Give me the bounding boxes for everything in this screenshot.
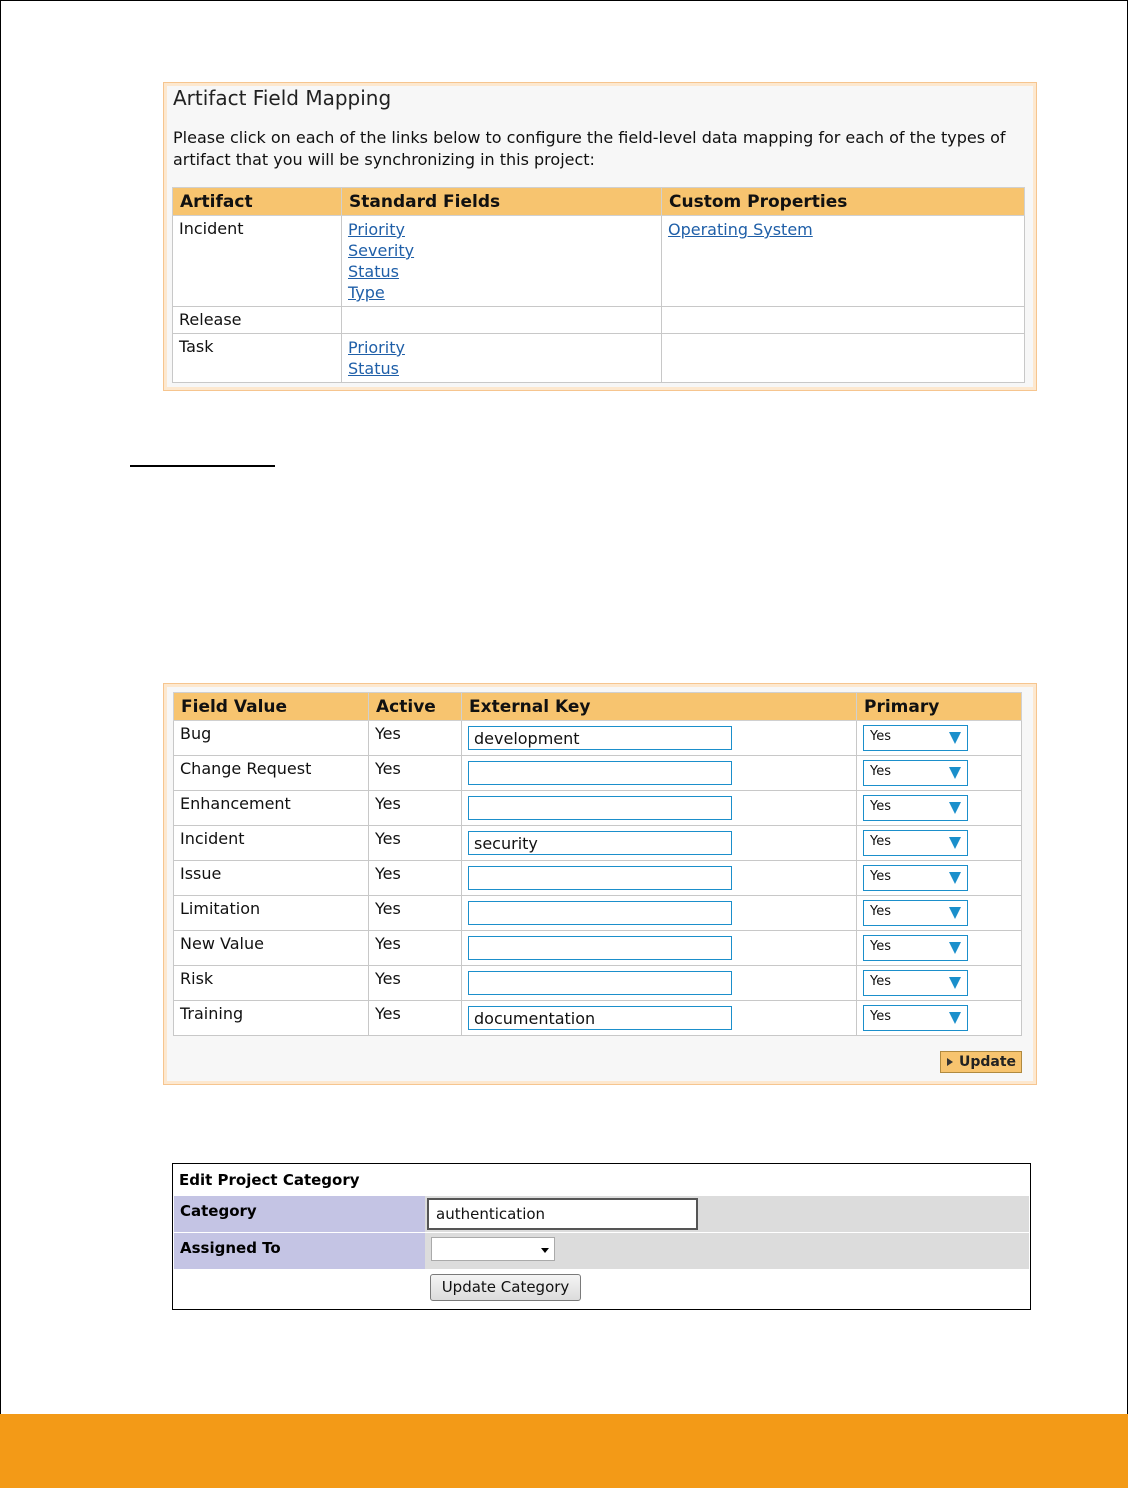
active-value: Yes: [369, 826, 462, 861]
custom-properties-cell: [662, 307, 1025, 334]
col-header-primary: Primary: [857, 693, 1022, 721]
external-key-input[interactable]: [468, 866, 732, 890]
primary-cell: [857, 861, 1022, 896]
custom-properties-cell: [662, 216, 1025, 307]
table-row: [174, 966, 1022, 1001]
field-link-status[interactable]: Status: [348, 262, 399, 281]
table-row: [173, 307, 1025, 334]
active-value: Yes: [369, 896, 462, 931]
primary-select[interactable]: [863, 865, 968, 891]
table-row: [174, 1001, 1022, 1036]
update-button-label: Update: [959, 1054, 1017, 1070]
primary-cell: [857, 756, 1022, 791]
col-header-external-key: External Key: [462, 693, 857, 721]
primary-cell: [857, 931, 1022, 966]
field-value: Risk: [174, 966, 369, 1001]
primary-select-value: Yes: [870, 834, 891, 849]
field-value: Enhancement: [174, 791, 369, 826]
primary-cell: [857, 721, 1022, 756]
field-value: Limitation: [174, 896, 369, 931]
standard-fields-cell: [342, 334, 662, 383]
table-row: [174, 756, 1022, 791]
standard-fields-cell: [342, 307, 662, 334]
field-link-severity[interactable]: Severity: [348, 241, 415, 260]
external-key-input[interactable]: [468, 901, 732, 925]
external-key-cell: [462, 756, 857, 791]
category-input[interactable]: [427, 1198, 698, 1230]
field-link-type[interactable]: Type: [348, 283, 385, 302]
external-key-cell: [462, 896, 857, 931]
dropdown-arrow-icon: [949, 872, 961, 884]
panel-description: Please click on each of the links below to configure the field-level data mapping for each of the types of artifact that you will be synchronizing in this project:: [173, 128, 1006, 169]
primary-select-value: Yes: [870, 764, 891, 779]
artifact-mapping-panel: [163, 82, 1037, 391]
active-value: Yes: [369, 861, 462, 896]
external-key-cell: [462, 826, 857, 861]
field-link-priority[interactable]: Priority: [348, 220, 405, 239]
table-row: [174, 826, 1022, 861]
primary-select[interactable]: [863, 970, 968, 996]
dropdown-arrow-icon: [949, 907, 961, 919]
field-value: Bug: [174, 721, 369, 756]
artifact-mapping-table: [172, 187, 1025, 383]
form-title: Edit Project Category: [179, 1171, 360, 1189]
primary-select-value: Yes: [870, 974, 891, 989]
field-link-priority[interactable]: Priority: [348, 338, 405, 357]
play-arrow-icon: [947, 1058, 953, 1066]
field-value: Issue: [174, 861, 369, 896]
primary-select[interactable]: [863, 795, 968, 821]
standard-fields-cell: [342, 216, 662, 307]
primary-select-value: Yes: [870, 1009, 891, 1024]
custom-properties-cell: [662, 334, 1025, 383]
primary-select[interactable]: [863, 760, 968, 786]
field-value: Change Request: [174, 756, 369, 791]
external-key-input[interactable]: [468, 796, 732, 820]
primary-select-value: Yes: [870, 939, 891, 954]
dropdown-arrow-icon: [949, 732, 961, 744]
artifact-name: Incident: [173, 216, 342, 307]
field-value: Training: [174, 1001, 369, 1036]
update-category-button[interactable]: Update Category: [430, 1274, 581, 1301]
field-value: Incident: [174, 826, 369, 861]
dropdown-arrow-icon: [949, 802, 961, 814]
field-value: New Value: [174, 931, 369, 966]
primary-select-value: Yes: [870, 869, 891, 884]
table-row: [174, 721, 1022, 756]
primary-cell: [857, 1001, 1022, 1036]
active-value: Yes: [369, 721, 462, 756]
primary-select-value: Yes: [870, 904, 891, 919]
external-key-cell: [462, 1001, 857, 1036]
primary-select[interactable]: [863, 935, 968, 961]
artifact-name: Task: [173, 334, 342, 383]
separator-line: [130, 465, 275, 467]
dropdown-arrow-icon: [949, 837, 961, 849]
primary-select[interactable]: [863, 900, 968, 926]
primary-cell: [857, 826, 1022, 861]
assigned-to-row: [174, 1233, 1029, 1269]
external-key-cell: [462, 791, 857, 826]
external-key-input[interactable]: [468, 971, 732, 995]
col-header-custom-properties: Custom Properties: [662, 188, 1025, 216]
external-key-cell: [462, 721, 857, 756]
edit-category-form: [172, 1163, 1031, 1310]
external-key-input[interactable]: [468, 831, 732, 855]
dropdown-arrow-icon: [541, 1248, 549, 1253]
table-row: [174, 931, 1022, 966]
field-link-status[interactable]: Status: [348, 359, 399, 378]
active-value: Yes: [369, 756, 462, 791]
assigned-to-select[interactable]: [431, 1237, 555, 1261]
col-header-active: Active: [369, 693, 462, 721]
primary-cell: [857, 896, 1022, 931]
active-value: Yes: [369, 1001, 462, 1036]
table-row: [173, 216, 1025, 307]
dropdown-arrow-icon: [949, 977, 961, 989]
col-header-standard-fields: Standard Fields: [342, 188, 662, 216]
dropdown-arrow-icon: [949, 942, 961, 954]
external-key-cell: [462, 966, 857, 1001]
active-value: Yes: [369, 791, 462, 826]
primary-select-value: Yes: [870, 729, 891, 744]
external-key-cell: [462, 861, 857, 896]
external-key-input[interactable]: [468, 1006, 732, 1030]
dropdown-arrow-icon: [949, 1012, 961, 1024]
table-row: [174, 791, 1022, 826]
active-value: Yes: [369, 931, 462, 966]
col-header-artifact: Artifact: [173, 188, 342, 216]
field-values-table: [173, 692, 1022, 1036]
external-key-input[interactable]: [468, 761, 732, 785]
primary-select-value: Yes: [870, 799, 891, 814]
external-key-input[interactable]: [468, 936, 732, 960]
primary-cell: [857, 791, 1022, 826]
primary-select[interactable]: [863, 725, 968, 751]
dropdown-arrow-icon: [949, 767, 961, 779]
category-row: [174, 1196, 1029, 1232]
footer-bar: [0, 1414, 1128, 1488]
table-row: [173, 334, 1025, 383]
update-button[interactable]: [940, 1051, 1022, 1073]
field-values-panel: [163, 683, 1037, 1085]
panel-title: Artifact Field Mapping: [173, 86, 392, 110]
category-label: Category: [174, 1196, 425, 1232]
artifact-name: Release: [173, 307, 342, 334]
col-header-field-value: Field Value: [174, 693, 369, 721]
table-row: [174, 861, 1022, 896]
property-link-operating-system[interactable]: Operating System: [668, 220, 813, 239]
primary-select[interactable]: [863, 1005, 968, 1031]
primary-cell: [857, 966, 1022, 1001]
primary-select[interactable]: [863, 830, 968, 856]
active-value: Yes: [369, 966, 462, 1001]
external-key-input[interactable]: [468, 726, 732, 750]
assigned-to-label: Assigned To: [174, 1233, 425, 1269]
external-key-cell: [462, 931, 857, 966]
table-row: [174, 896, 1022, 931]
